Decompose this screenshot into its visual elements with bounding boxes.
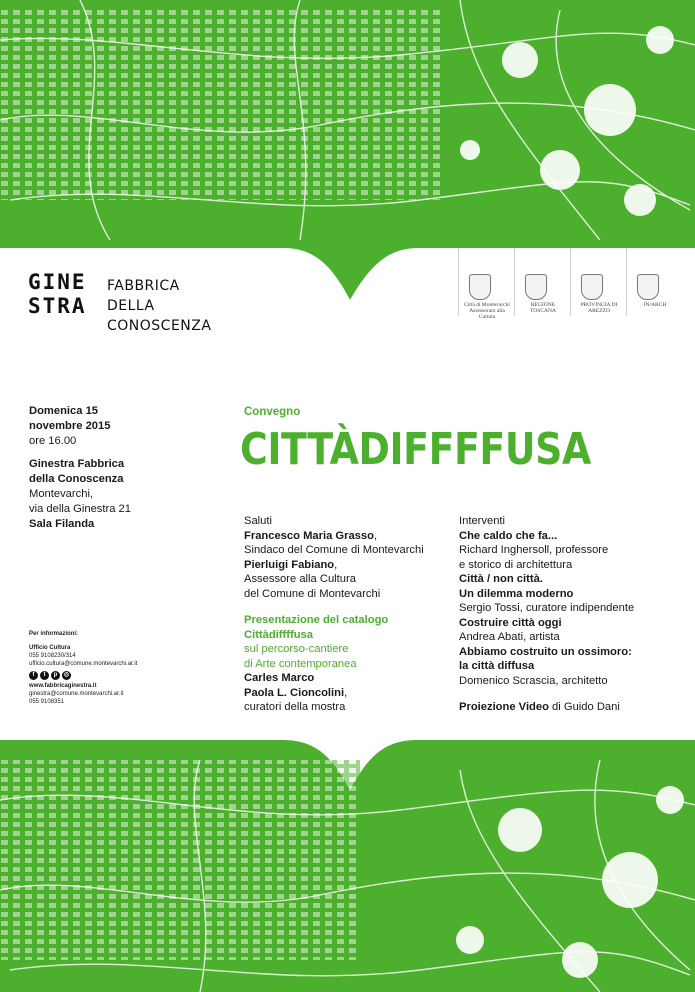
twitter-icon[interactable]: t	[40, 671, 49, 680]
talk-speaker: Domenico Scrascia, architetto	[459, 674, 608, 687]
partner-name: IN/ARCH	[643, 302, 667, 308]
talk-title: Costruire città oggi	[459, 616, 562, 629]
event-title: CITTÀDIFFFFUSA	[240, 424, 591, 475]
talk-title: Abbiamo costruito un ossimoro:	[459, 645, 632, 658]
logo-mark-line: STRA	[28, 294, 87, 318]
venue-name: della Conoscenza	[29, 473, 124, 485]
ginestra-logo	[28, 270, 212, 350]
curators-role: curatori della mostra	[244, 701, 346, 713]
info-website[interactable]: www.fabbricaginestra.it	[29, 683, 97, 689]
bottom-texture-art	[0, 740, 695, 992]
partner-name: REGIONE TOSCANA	[530, 302, 556, 314]
crest-icon	[581, 274, 603, 300]
section-label: Interventi	[459, 515, 506, 527]
curator-name: Paola L. Cioncolini	[244, 686, 345, 699]
crest-icon	[637, 274, 659, 300]
catalogo-subtitle: di Arte contemporanea	[244, 657, 357, 670]
section-label: Saluti	[244, 515, 272, 527]
partner-name: Città di Montevarchi Assessorato alla Cultura	[464, 302, 510, 320]
talk-title: Città / non città.	[459, 573, 543, 585]
talk-speaker: Richard Inghersoll, professore	[459, 544, 609, 556]
crest-icon	[525, 274, 547, 300]
facebook-icon[interactable]: f	[29, 671, 38, 680]
interventi-section	[459, 514, 689, 715]
speaker-role: del Comune di Montevarchi	[244, 587, 381, 600]
logo-mark	[28, 270, 96, 344]
instagram-icon[interactable]: ◎	[63, 672, 70, 678]
partner-montevarchi	[458, 248, 513, 320]
contact-info	[29, 630, 229, 706]
info-office: Ufficio Cultura	[29, 645, 71, 651]
info-email[interactable]: ufficio.cultura@comune.montevarchi.ar.it	[29, 661, 138, 667]
event-kicker: Convegno	[244, 406, 301, 418]
saluti-section: Saluti Francesco Maria Grasso, Sindaco del Comune di Montevarchi Pierluigi Fabiano, Assessore alla Cultura del Comune di Montevarchi Presentazione del catalogo Cittàdiffffusa sul percorso-cantiere di Arte contemporanea Carles Marco Paola L. Cioncolini, curatori della mostra	[244, 514, 454, 715]
event-details	[29, 404, 229, 532]
catalogo-subtitle: sul percorso-cantiere	[244, 643, 349, 655]
pinterest-icon[interactable]: p	[51, 671, 60, 680]
crest-icon	[469, 274, 491, 300]
logo-text-line: CONOSCENZA	[107, 318, 212, 334]
speaker-role: Assessore alla Cultura	[244, 573, 356, 585]
info-phone: 055 9108230/314	[29, 653, 76, 659]
logo-text	[107, 276, 211, 336]
event-date: Domenica 15	[29, 405, 99, 417]
talk-speaker: Sergio Tossi, curatore indipendente	[459, 602, 635, 614]
curator-name: Carles Marco	[244, 672, 315, 684]
catalogo-title: Cittàdiffffusa	[244, 628, 313, 641]
event-date: novembre 2015	[29, 420, 111, 432]
video-label: Proiezione Video	[459, 701, 549, 713]
speaker-name: Francesco Maria Grasso	[244, 529, 374, 542]
talk-title: la città diffusa	[459, 660, 535, 672]
speaker-role: Sindaco del Comune di Montevarchi	[244, 544, 424, 556]
video-author: di Guido Dani	[548, 701, 620, 713]
bottom-texture-band	[0, 740, 695, 992]
speaker-name: Pierluigi Fabiano	[244, 558, 335, 571]
partner-regione	[514, 248, 569, 316]
venue-name: Ginestra Fabbrica	[29, 458, 125, 470]
partner-name: PROVINCIA DI AREZZO	[580, 302, 618, 314]
social-icons	[29, 671, 229, 680]
partner-logos	[458, 248, 678, 318]
venue-city: Montevarchi,	[29, 488, 94, 500]
venue-address: via della Ginestra 21	[29, 503, 131, 515]
logo-text-line: FABBRICA	[107, 278, 180, 294]
logo-text-line: DELLA	[107, 298, 155, 314]
partner-inarch	[626, 248, 681, 316]
info-phone: 055 9108351	[29, 699, 65, 705]
partner-provincia	[570, 248, 625, 316]
info-heading: Per informazioni:	[29, 631, 79, 637]
talk-title: Un dilemma moderno	[459, 587, 574, 600]
info-email[interactable]: ginestra@comune.montevarchi.ar.it	[29, 691, 124, 697]
venue-room: Sala Filanda	[29, 518, 95, 530]
talk-speaker: Andrea Abati, artista	[459, 631, 560, 643]
catalogo-heading: Presentazione del catalogo	[244, 614, 389, 626]
talk-speaker: e storico di architettura	[459, 558, 573, 571]
event-time: ore 16.00	[29, 435, 77, 447]
logo-mark-line: GINE	[28, 270, 87, 294]
talk-title: Che caldo che fa...	[459, 529, 558, 542]
